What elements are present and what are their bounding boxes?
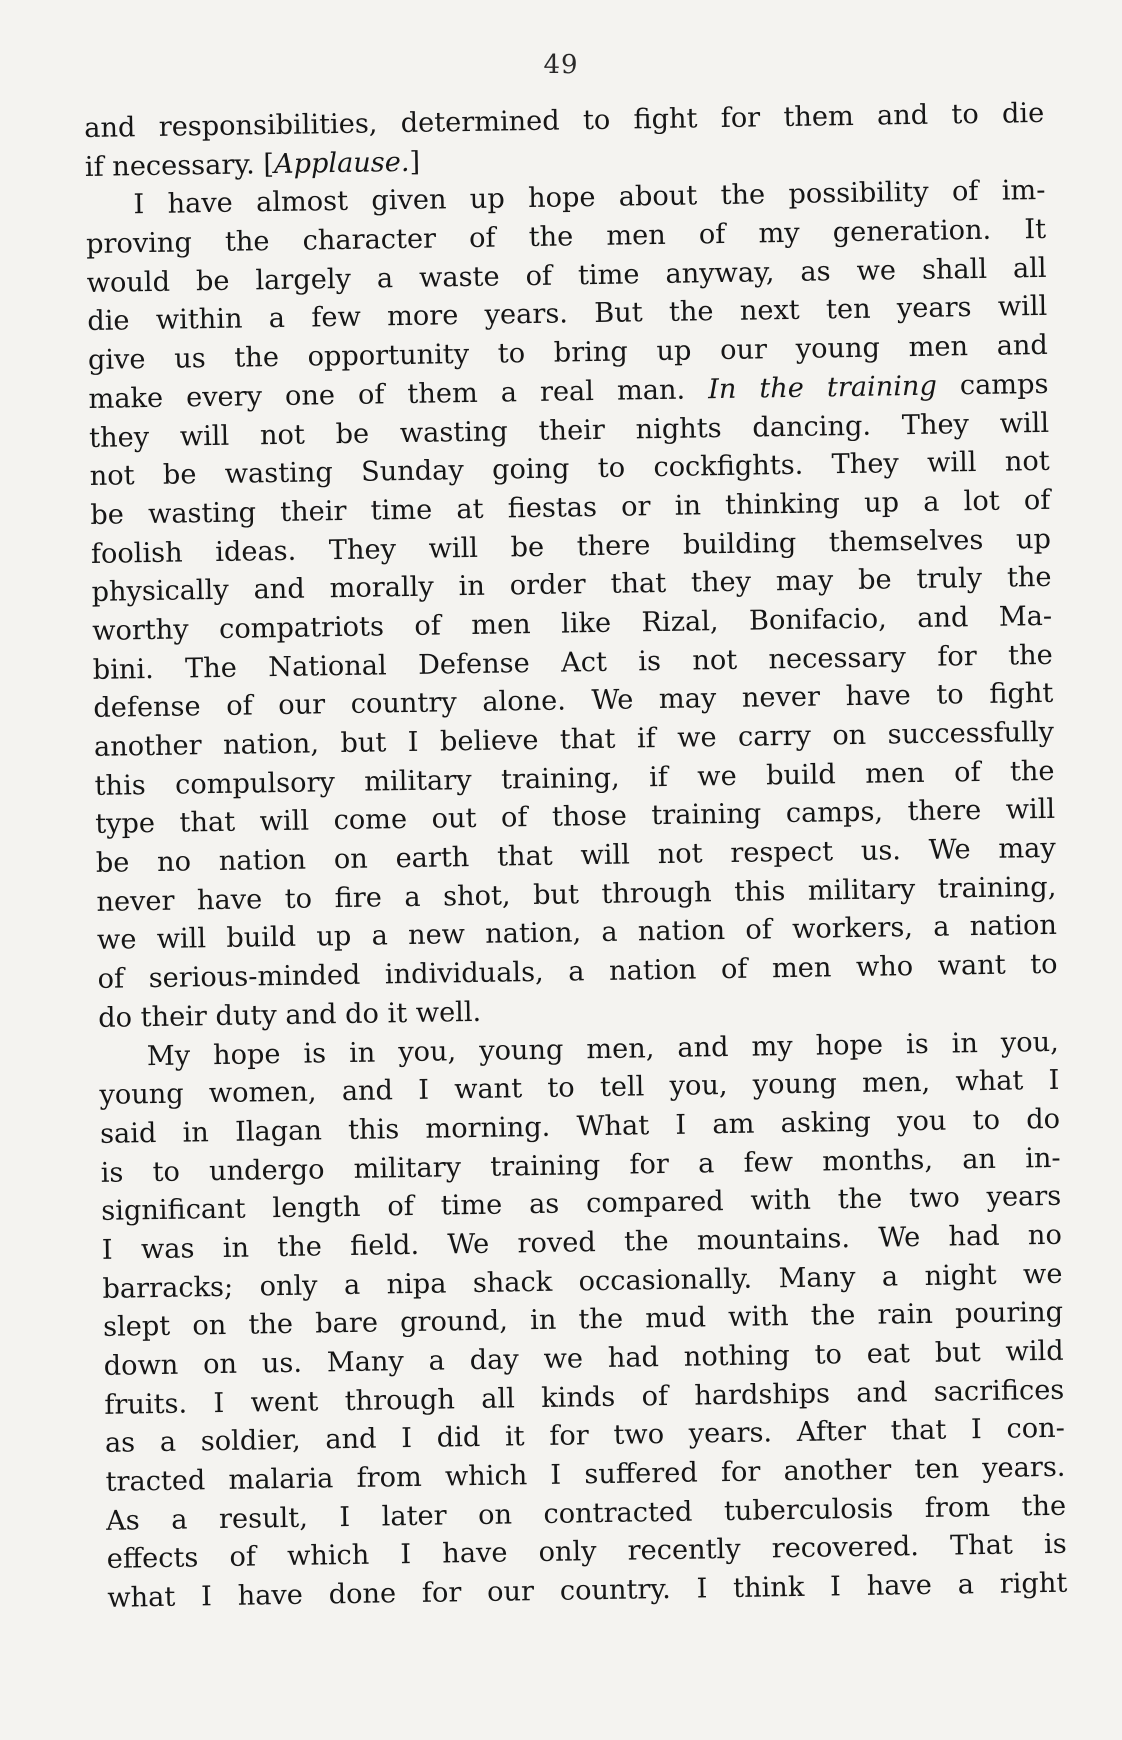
text-line: this compulsory military training, if we build men of the [94,755,1055,802]
text-line: of serious-minded individuals, a nation of men who want to [97,948,1058,996]
italic-phrase: In the training [707,370,938,406]
text-line: as a soldier, and I did it for two years. After that I con- [104,1413,1066,1460]
text-line: defense of our country alone. We may never have to fight [93,678,1054,725]
text-line: do their duty and do it well. [98,996,482,1034]
text-line: I was in the field. We roved the mountains. We had no [101,1219,1063,1266]
text-line: barracks; only a nipa shack occasionally. Many a night we [102,1258,1063,1305]
body-text [84,95,1068,1619]
text-line: proving the character of the men of my generation. It [85,213,1047,261]
text-line: slept on the bare ground, in the mud with the rain pouring [102,1297,1064,1344]
text-line: would be largely a waste of time anyway, as we shall all [86,252,1047,299]
text-line: I have almost given up hope about the possibility of im- [133,175,1046,221]
text-line: another nation, but I believe that if we carry on successfully [93,716,1055,763]
text-line: give us the opportunity to bring up our young men and [87,330,1049,377]
text-line: tracted malaria from which I suffered for another ten years. [105,1451,1066,1498]
text-line: be wasting their time at fiestas or in thinking up a lot of [90,484,1051,531]
text-line: never have to fire a shot, but through this military training, [96,871,1057,918]
text-line: die within a few more years. But the next ten years will [87,291,1048,338]
text-line: fruits. I went through all kinds of hardships and sacrifices [104,1374,1065,1421]
text-line: they will not be wasting their nights dancing. They will [88,407,1050,454]
text-line: said in Ilagan this morning. What I am asking you to do [99,1103,1061,1150]
text-line: worthy compatriots of men like Rizal, Bonifacio, and Ma- [91,600,1053,647]
text-line: foolish ideas. They will be there building themselves up [90,523,1052,570]
applause-note: Applause. [273,146,410,180]
text-line: significant length of time as compared with the two years [101,1181,1062,1228]
text-line: what I have done for our country. I think I have a right [107,1567,1068,1614]
text-line: physically and morally in order that they may be truly the [91,562,1052,609]
text-line: effects of which I have only recently recovered. That is [106,1529,1067,1576]
text-line: type that will come out of those training camps, there will [94,794,1056,841]
text-line: if necessary. [Applause.] [84,146,421,183]
text-line: My hope is in you, young men, and my hope is in you, [146,1026,1059,1072]
text-line: young women, and I want to tell you, young men, what I [99,1064,1060,1112]
text-line: not be wasting Sunday going to cockfights. They will not [89,446,1050,493]
text-line: be no nation on earth that will not respect us. We may [95,832,1056,879]
page-number: 49 [543,50,579,80]
text-line: we will build up a new nation, a nation of workers, a nation [96,910,1058,957]
text-line: is to undergo military training for a few months, an in- [100,1142,1061,1189]
text-line: As a result, I later on contracted tuberculosis from the [105,1490,1067,1537]
text-line: make every one of them a real man. In the training camps [88,368,1049,415]
text-line: bini. The National Defense Act is not necessary for the [92,639,1053,686]
text-line: and responsibilities, determined to fight for them and to die [84,97,1045,144]
text-line: down on us. Many a day we had nothing to eat but wild [103,1335,1064,1382]
